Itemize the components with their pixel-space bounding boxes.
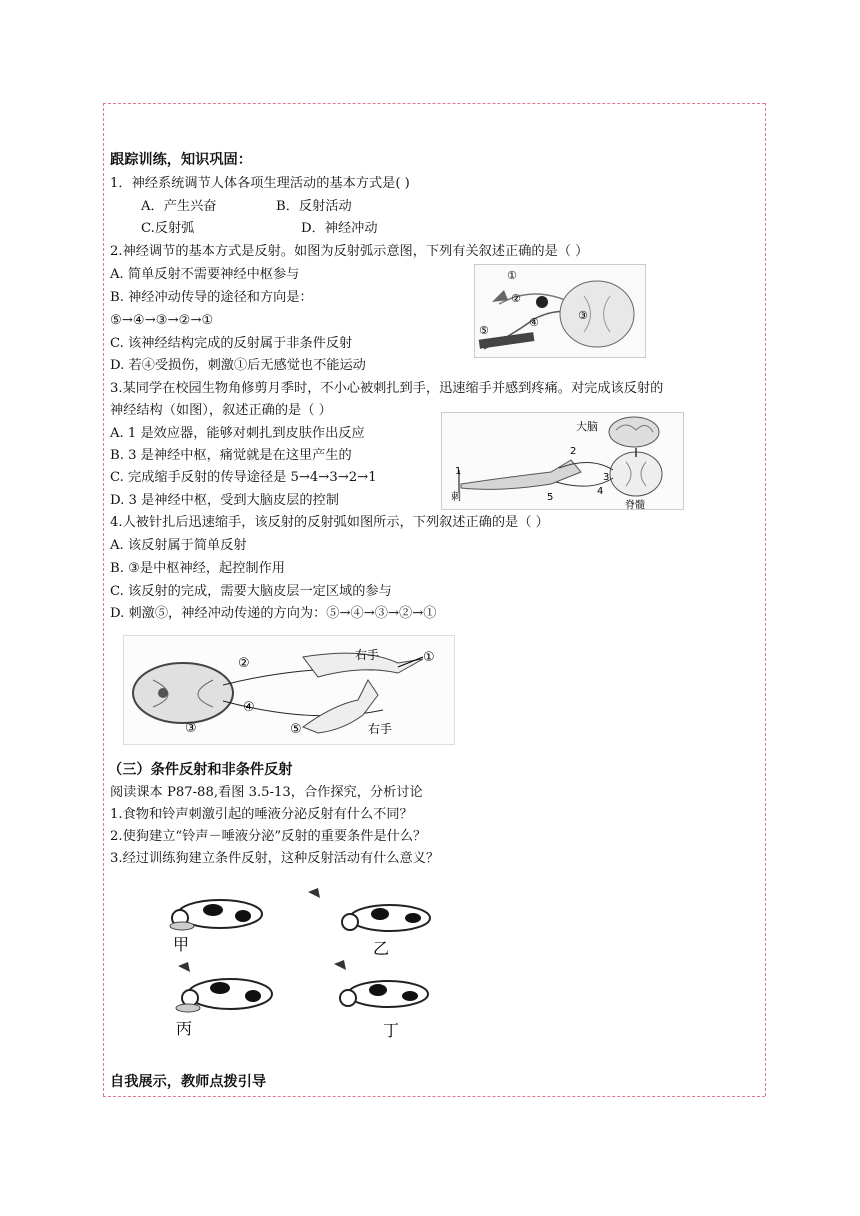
- reflex-intro: 阅读课本 P87-88,看图 3.5-13，合作探究，分析讨论: [110, 785, 423, 800]
- q4-option-d: D. 刺激⑤，神经冲动传递的方向为：⑤→④→③→②→①: [110, 606, 437, 621]
- label-num-3: 3: [603, 472, 610, 483]
- q3-option-b: B. 3 是神经中枢，痛觉就是在这里产生的: [110, 448, 352, 463]
- q4-label-2: ②: [238, 656, 250, 671]
- arc-label-1: ①: [507, 269, 517, 282]
- arc-label-2: ②: [511, 292, 521, 305]
- label-brain: 大脑: [576, 420, 598, 433]
- q3-stem-continued: 神经结构（如图），叙述正确的是（ ）: [110, 403, 332, 418]
- q2-option-a: A. 简单反射不需要神经中枢参与: [110, 267, 300, 282]
- arc-label-3: ③: [578, 309, 588, 322]
- frame-bottom-border: [103, 1096, 765, 1097]
- q1-option-c: C.反射弧: [141, 221, 195, 236]
- label-num-4: 4: [597, 486, 604, 497]
- reflex-question-1: 1.食物和铃声刺激引起的唾液分泌反射有什么不同？: [110, 807, 413, 822]
- q3-stem: 3.某同学在校园生物角修剪月季时，不小心被刺扎到手，迅速缩手并感到疼痛。对完成该反射的: [110, 381, 664, 396]
- q4-option-a: A. 该反射属于简单反射: [110, 538, 247, 553]
- q2-stem: 2.神经调节的基本方式是反射。如图为反射弧示意图，下列有关叙述正确的是（ ）: [110, 244, 589, 259]
- q1-option-b: B．反射活动: [276, 199, 352, 214]
- q3-option-a: A. 1 是效应器，能够对刺扎到皮肤作出反应: [110, 426, 365, 441]
- section-heading-show: 自我展示，教师点拨引导: [110, 1074, 267, 1090]
- dog-label-ding: 丁: [383, 1021, 400, 1040]
- q4-stem: 4.人被针扎后迅速缩手，该反射的反射弧如图所示，下列叙述正确的是（ ）: [110, 515, 549, 530]
- arc-label-5: ⑤: [479, 324, 489, 337]
- q4-label-5: ⑤: [290, 722, 302, 737]
- q2-option-b-path: ⑤→④→③→②→①: [110, 313, 214, 328]
- reflex-question-3: 3.经过训练狗建立条件反射，这种反射活动有什么意义？: [110, 851, 440, 866]
- label-num-2: 2: [570, 446, 577, 457]
- q2-option-d: D. 若④受损伤，刺激①后无感觉也不能运动: [110, 358, 366, 373]
- label-num-1: 1: [455, 466, 462, 477]
- reflex-arc-figure: [474, 264, 646, 358]
- q2-option-c: C. 该神经结构完成的反射属于非条件反射: [110, 336, 353, 351]
- dog-label-jia: 甲: [173, 935, 190, 954]
- q4-label-1: ①: [423, 650, 435, 665]
- section-heading-practice: 跟踪训练，知识巩固：: [110, 152, 252, 168]
- q1-option-d: D．神经冲动: [301, 221, 378, 236]
- dog-label-yi: 乙: [373, 939, 390, 958]
- pavlov-dogs-figure: [158, 884, 454, 1044]
- arc-label-4: ④: [529, 316, 539, 329]
- q1-stem: 1．神经系统调节人体各项生理活动的基本方式是( ): [110, 176, 410, 191]
- label-num-5: 5: [547, 492, 554, 503]
- dog-jia: [170, 900, 262, 954]
- label-right-hand-bottom: 右手: [368, 722, 393, 736]
- q3-option-d: D. 3 是神经中枢，受到大脑皮层的控制: [110, 493, 339, 508]
- label-spine: 脊髓: [625, 500, 645, 510]
- q4-option-b: B. ③是中枢神经，起控制作用: [110, 561, 285, 576]
- reflex-question-2: 2.使狗建立“铃声－唾液分泌”反射的重要条件是什么？: [110, 829, 427, 844]
- dog-label-bing: 丙: [176, 1019, 193, 1038]
- spinal-cord-hand-figure: [123, 635, 455, 745]
- q3-option-c: C. 完成缩手反射的传导途径是 5→4→3→2→1: [110, 470, 377, 485]
- section-heading-reflex: （三）条件反射和非条件反射: [108, 762, 293, 778]
- dog-bing: [176, 962, 272, 1038]
- q4-label-4: ④: [243, 700, 255, 715]
- label-thorn: 刺: [451, 492, 461, 503]
- q1-option-a: A．产生兴奋: [141, 199, 217, 214]
- label-right-hand-top: 右手: [355, 648, 380, 662]
- q2-option-b: B. 神经冲动传导的途径和方向是：: [110, 290, 313, 305]
- dog-ding: [334, 960, 428, 1040]
- q4-option-c: C. 该反射的完成，需要大脑皮层一定区域的参与: [110, 584, 392, 599]
- withdrawal-reflex-figure: [441, 412, 684, 510]
- q4-label-3: ③: [185, 721, 197, 736]
- dog-yi: [308, 888, 430, 958]
